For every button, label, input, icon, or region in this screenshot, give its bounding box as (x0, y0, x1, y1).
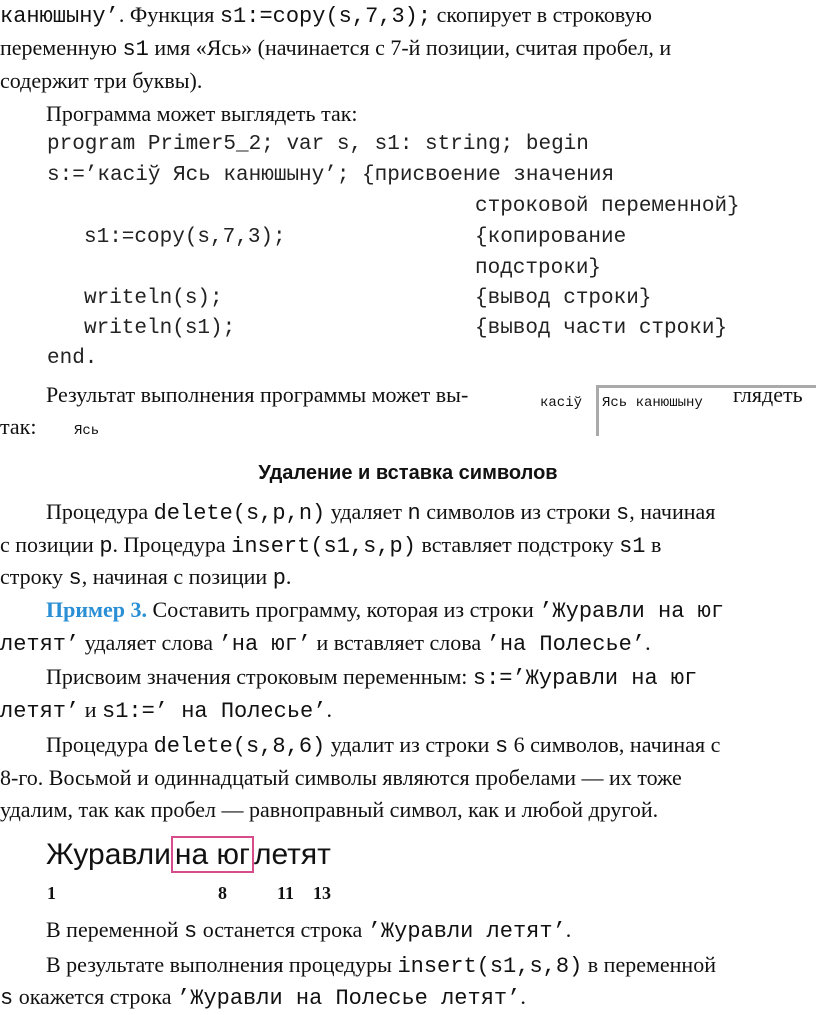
code-line-6a: writeln(s); (84, 287, 223, 310)
para4-line2 (0, 695, 332, 727)
text: в (645, 532, 662, 557)
code-inline: ’Журавли летят’ (367, 919, 566, 944)
example-line1 (46, 595, 724, 627)
code-line-4a: s1:=copy(s,7,3); (84, 226, 286, 249)
output-text: Ясь канюшыну (602, 395, 703, 411)
code-inline: ’на Полесье’ (486, 632, 646, 657)
code-inline: летят’ (0, 699, 80, 724)
code-line-7b: {вывод части строки} (475, 317, 728, 340)
para6 (46, 915, 571, 947)
text: В переменной (46, 917, 184, 942)
text: Составить программу, которая из строки (147, 597, 540, 622)
code-inline: insert(s1,s,p) (231, 534, 416, 559)
code-inline: s1 (122, 37, 149, 62)
para2: Программа может выглядеть так: (46, 101, 358, 126)
text: вставляет подстроку (415, 532, 620, 557)
code-inline: delete(s,8,6) (153, 734, 326, 759)
text: . (520, 984, 526, 1009)
position-number: 1 (47, 883, 56, 903)
code-inline: insert(s1,s,8) (397, 954, 583, 979)
code-inline: ’Журавли на Полесье летят’ (177, 986, 521, 1011)
text: . (645, 630, 651, 655)
highlighted-substring: на юг (171, 836, 254, 873)
result-line2: так: (0, 414, 37, 439)
code-line-4b: {копирование (475, 226, 627, 249)
word: летят (253, 838, 331, 871)
code-line-2: s:=’касіў Ясь канюшыну’; {присвоение значения (47, 164, 615, 187)
code-inline: s (183, 919, 198, 944)
example-line2 (0, 628, 651, 660)
code-inline: ’на юг’ (218, 632, 311, 657)
para3-line1 (46, 497, 715, 529)
example-label: Пример 3. (46, 597, 148, 622)
text: и (79, 697, 102, 722)
section-heading: Удаление и вставка символов (258, 462, 558, 484)
code-inline: s (494, 734, 509, 759)
para5-line1 (46, 730, 720, 762)
text: останется строка (197, 917, 368, 942)
text: Присвоим значения строковым переменным: (46, 664, 473, 689)
code-inline: p (272, 566, 286, 591)
string-diagram (46, 835, 331, 875)
para3-line2 (0, 530, 806, 562)
word: Журавли (46, 838, 171, 871)
para5-line3: удалим, так как пробел — равноправный символ, как и любой другой. (0, 797, 659, 822)
text: , начиная с позиции (81, 564, 273, 589)
text: удаляет (325, 499, 408, 524)
text: удаляет слова (79, 630, 219, 655)
text: удалит из строки (325, 732, 495, 757)
text: окажется строка (13, 984, 178, 1009)
text: строку (0, 564, 69, 589)
text: и вставляет слова (311, 630, 487, 655)
position-number: 13 (313, 883, 331, 903)
code-inline: n (407, 501, 421, 526)
text: переменную (0, 35, 123, 60)
para1-line2 (0, 33, 671, 65)
text (0, 530, 661, 562)
para7-line2 (0, 982, 526, 1014)
code-line-3: строковой переменной} (475, 195, 740, 218)
text: . (285, 564, 292, 589)
para5-line2: 8-го. Восьмой и одиннадцатый символы являются пробелами — их тоже (0, 765, 682, 790)
result-line1: Результат выполнения программы может вы- (46, 382, 469, 407)
text: В результате выполнения процедуры (46, 952, 398, 977)
code-line-6b: {вывод строки} (475, 287, 652, 310)
text: символов из строки (420, 499, 617, 524)
para4-line1 (46, 662, 697, 694)
code-inline: ’Журавли на юг (539, 599, 725, 624)
code-inline: канюшыну’ (0, 4, 119, 29)
text: с позиции (0, 532, 100, 557)
para1-line1 (0, 0, 652, 32)
code-inline: p (99, 534, 113, 559)
text: 6 символов, начиная с (508, 732, 721, 757)
code-inline: s (616, 501, 630, 526)
code-line-5: подстроки} (475, 257, 602, 280)
code-inline: летят’ (0, 632, 80, 657)
position-number: 11 (277, 883, 295, 903)
para7-line1 (46, 950, 716, 982)
code-inline: s1:=copy(s,7,3); (219, 4, 432, 29)
code-inline: s1 (619, 534, 646, 559)
code-line-7a: writeln(s1); (84, 317, 236, 340)
output-text: Ясь (74, 423, 100, 439)
result-line1-end: глядеть (733, 382, 803, 407)
position-number: 8 (218, 883, 227, 903)
text: . (326, 697, 332, 722)
code-inline: s1:=’ на Полесье’ (102, 699, 327, 724)
para3-line3 (0, 562, 291, 594)
text: в переменной (582, 952, 716, 977)
text: скопирует в строковую (431, 2, 652, 27)
text: . Функция (118, 2, 220, 27)
text: . Процедура (112, 532, 232, 557)
code-inline: delete(s,p,n) (153, 501, 326, 526)
text: имя «Ясь» (начинается с 7-й позиции, считая пробел, и (148, 35, 672, 60)
code-line-1: program Primer5_2; var s, s1: string; begin (47, 133, 589, 156)
code-inline: s:=’Журавли на юг (472, 666, 698, 691)
code-inline: s (68, 566, 82, 591)
code-inline: s (0, 986, 14, 1011)
text: . (565, 917, 572, 942)
text: Процедура (46, 499, 154, 524)
output-text: касіў (540, 395, 583, 411)
text: , начиная (629, 499, 716, 524)
code-line-8: end. (47, 347, 98, 370)
para1-line3: содержит три буквы). (0, 68, 203, 93)
text: Процедура (46, 732, 154, 757)
